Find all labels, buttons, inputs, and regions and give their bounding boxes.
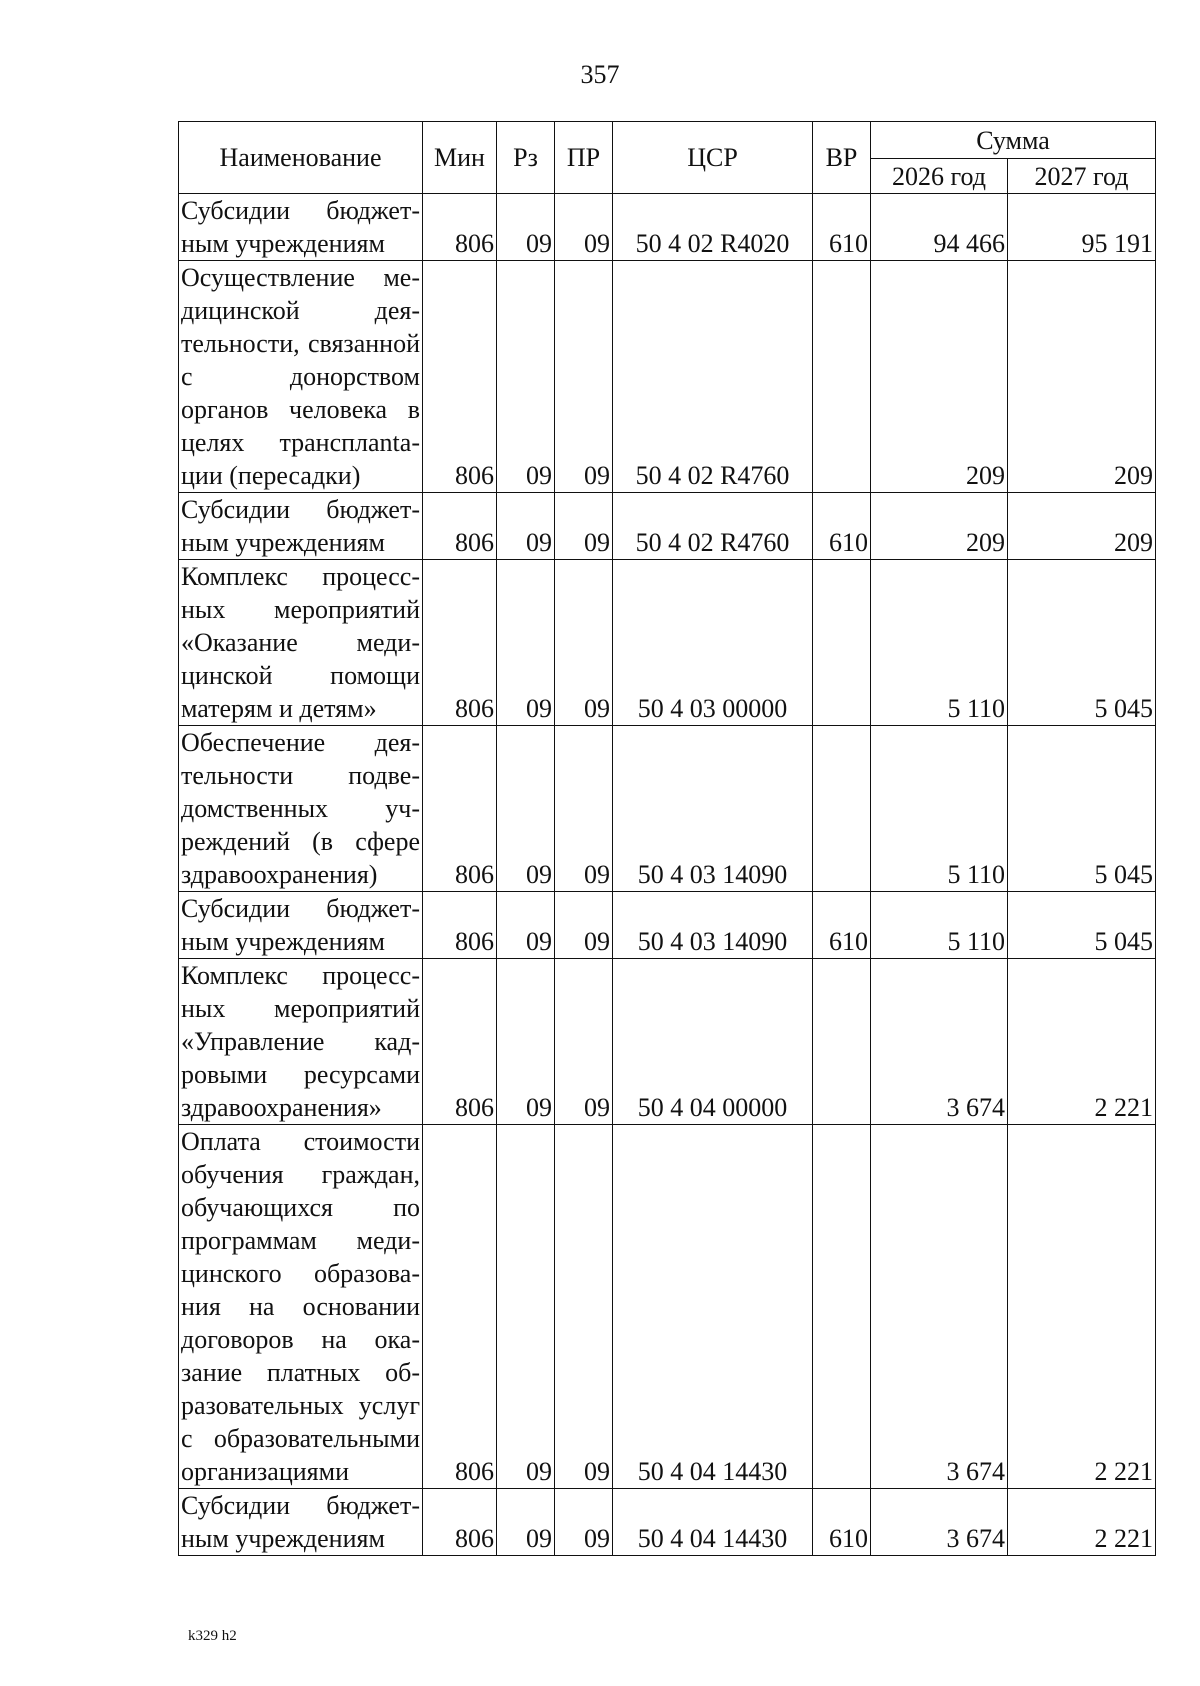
row-vr: 610 (813, 892, 871, 959)
row-sum-2027: 2 221 (1008, 1489, 1156, 1556)
row-sum-2026: 3 674 (871, 1489, 1008, 1556)
header-rz: Рз (497, 122, 555, 194)
row-sum-2026: 209 (871, 493, 1008, 560)
row-min: 806 (423, 726, 497, 892)
row-min: 806 (423, 1489, 497, 1556)
row-sum-2027: 5 045 (1008, 726, 1156, 892)
row-sum-2026: 3 674 (871, 1125, 1008, 1489)
row-sum-2027: 209 (1008, 493, 1156, 560)
row-name: Комплекс процессных мероприятий «Оказание медицинской помощи матерям и детям» (179, 560, 423, 726)
row-sum-2027: 95 191 (1008, 194, 1156, 261)
row-pr: 09 (555, 1125, 613, 1489)
row-name: Обеспечение деятельности подведомственных учреждений (в сфере здравоохранения) (179, 726, 423, 892)
row-min: 806 (423, 1125, 497, 1489)
row-sum-2027: 2 221 (1008, 959, 1156, 1125)
row-pr: 09 (555, 1489, 613, 1556)
table-body (179, 194, 1156, 1556)
row-sum-2026: 5 110 (871, 560, 1008, 726)
footer-code: k329 h2 (188, 1628, 237, 1644)
row-sum-2027: 5 045 (1008, 892, 1156, 959)
row-rz: 09 (497, 726, 555, 892)
row-rz: 09 (497, 261, 555, 493)
row-rz: 09 (497, 892, 555, 959)
row-sum-2027: 209 (1008, 261, 1156, 493)
row-sum-2026: 209 (871, 261, 1008, 493)
table-row (179, 493, 1156, 560)
row-name: Субсидии бюджетным учреждениям (179, 1489, 423, 1556)
header-min: Мин (423, 122, 497, 194)
row-sum-2026: 5 110 (871, 726, 1008, 892)
row-vr (813, 560, 871, 726)
row-min: 806 (423, 560, 497, 726)
row-rz: 09 (497, 1125, 555, 1489)
table-row (179, 560, 1156, 726)
row-rz: 09 (497, 959, 555, 1125)
row-min: 806 (423, 194, 497, 261)
row-pr: 09 (555, 959, 613, 1125)
row-csr: 50 4 04 00000 (613, 959, 813, 1125)
row-sum-2026: 3 674 (871, 959, 1008, 1125)
row-sum-2027: 2 221 (1008, 1125, 1156, 1489)
row-pr: 09 (555, 892, 613, 959)
page-number: 357 (580, 60, 620, 89)
row-csr: 50 4 02 R4020 (613, 194, 813, 261)
row-rz: 09 (497, 1489, 555, 1556)
row-vr (813, 726, 871, 892)
row-name: Оплата стоимости обучения граждан, обучающихся по программам медицинского образования на основании договоров на оказание платных образовательных услуг с образовательными организациями (179, 1125, 423, 1489)
header-pr: ПР (555, 122, 613, 194)
row-name: Субсидии бюджетным учреждениям (179, 194, 423, 261)
row-csr: 50 4 04 14430 (613, 1125, 813, 1489)
row-vr (813, 261, 871, 493)
row-sum-2026: 94 466 (871, 194, 1008, 261)
row-pr: 09 (555, 194, 613, 261)
row-csr: 50 4 03 00000 (613, 560, 813, 726)
row-csr: 50 4 03 14090 (613, 726, 813, 892)
row-vr: 610 (813, 194, 871, 261)
row-name: Осуществление медицинской деятельности, связанной с донорством органов человека в целях трансплantaции (пересадки) (179, 261, 423, 493)
row-sum-2027: 5 045 (1008, 560, 1156, 726)
row-csr: 50 4 04 14430 (613, 1489, 813, 1556)
row-min: 806 (423, 261, 497, 493)
row-pr: 09 (555, 726, 613, 892)
row-sum-2026: 5 110 (871, 892, 1008, 959)
row-vr (813, 959, 871, 1125)
budget-table (178, 121, 1156, 1556)
row-pr: 09 (555, 560, 613, 726)
table-row (179, 194, 1156, 261)
row-vr (813, 1125, 871, 1489)
header-sum: Сумма (871, 122, 1156, 159)
header-csr: ЦСР (613, 122, 813, 194)
row-name: Субсидии бюджетным учреждениям (179, 892, 423, 959)
row-pr: 09 (555, 493, 613, 560)
table-row (179, 1489, 1156, 1556)
row-rz: 09 (497, 194, 555, 261)
table-row (179, 959, 1156, 1125)
table-row (179, 1125, 1156, 1489)
header-year-2026: 2026 год (871, 159, 1008, 194)
row-min: 806 (423, 493, 497, 560)
table-row (179, 892, 1156, 959)
table-row (179, 261, 1156, 493)
header-vr: ВР (813, 122, 871, 194)
row-min: 806 (423, 959, 497, 1125)
row-csr: 50 4 02 R4760 (613, 493, 813, 560)
row-rz: 09 (497, 560, 555, 726)
row-name: Комплекс процессных мероприятий «Управление кадровыми ресурсами здравоохранения» (179, 959, 423, 1125)
row-csr: 50 4 02 R4760 (613, 261, 813, 493)
row-vr: 610 (813, 1489, 871, 1556)
header-year-2027: 2027 год (1008, 159, 1156, 194)
row-csr: 50 4 03 14090 (613, 892, 813, 959)
table-row (179, 726, 1156, 892)
row-pr: 09 (555, 261, 613, 493)
row-min: 806 (423, 892, 497, 959)
row-vr: 610 (813, 493, 871, 560)
row-name: Субсидии бюджетным учреждениям (179, 493, 423, 560)
header-name: Наименование (179, 122, 423, 194)
row-rz: 09 (497, 493, 555, 560)
